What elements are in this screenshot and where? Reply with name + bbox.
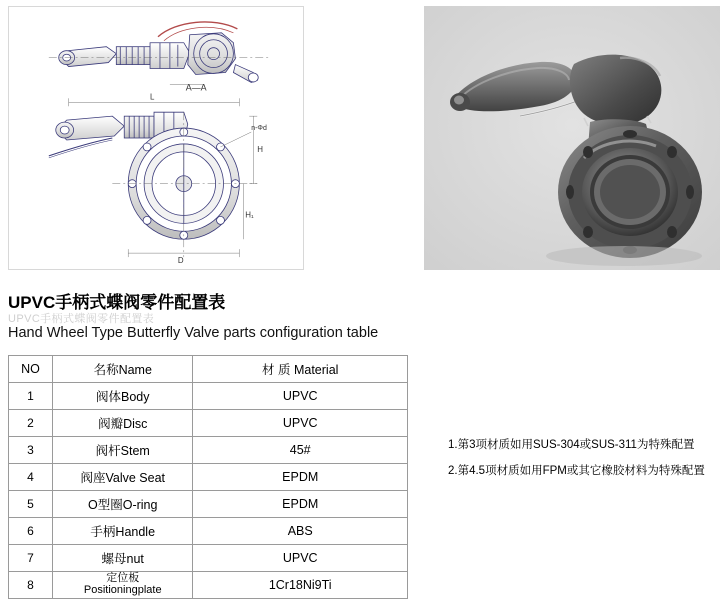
table-row bbox=[9, 545, 408, 572]
page-title-cn-shadow: UPVC手柄式蝶阀零件配置表 bbox=[8, 313, 155, 325]
cell-name: 螺母nut bbox=[53, 545, 193, 572]
cell-material: UPVC bbox=[193, 383, 408, 410]
cell-material: 45# bbox=[193, 437, 408, 464]
product-photo bbox=[424, 6, 720, 270]
table-row bbox=[9, 410, 408, 437]
cell-name: 阀杆Stem bbox=[53, 437, 193, 464]
table-row bbox=[9, 491, 408, 518]
cell-no: 3 bbox=[9, 437, 53, 464]
cell-name-line2: Positioningplate bbox=[83, 584, 162, 596]
table-row bbox=[9, 437, 408, 464]
cell-name: 阀瓣Disc bbox=[53, 410, 193, 437]
cell-material: EPDM bbox=[193, 464, 408, 491]
header-name: 名称Name bbox=[53, 356, 193, 383]
notes-block bbox=[448, 432, 718, 484]
header-no: NO bbox=[9, 356, 53, 383]
product-photo-panel bbox=[424, 6, 720, 270]
cell-name-line1: 定位板 bbox=[106, 572, 140, 585]
svg-text:n-Φd: n-Φd bbox=[251, 125, 267, 133]
cell-material: UPVC bbox=[193, 545, 408, 572]
table-row bbox=[9, 383, 408, 410]
svg-text:D: D bbox=[177, 256, 184, 266]
cell-no: 2 bbox=[9, 410, 53, 437]
page-title-cn: UPVC手柄式蝶阀零件配置表 bbox=[8, 293, 226, 312]
cell-name bbox=[53, 572, 193, 599]
svg-text:H₁: H₁ bbox=[245, 210, 254, 220]
cell-name: 手柄Handle bbox=[53, 518, 193, 545]
cell-no: 6 bbox=[9, 518, 53, 545]
cell-no: 8 bbox=[9, 572, 53, 599]
cell-no: 4 bbox=[9, 464, 53, 491]
table-header-row bbox=[9, 356, 408, 383]
cell-material: ABS bbox=[193, 518, 408, 545]
note-item: 1.第3项材质如用SUS-304或SUS-311为特殊配置 bbox=[448, 439, 695, 451]
table-row bbox=[9, 464, 408, 491]
svg-text:H: H bbox=[257, 144, 263, 154]
table-row bbox=[9, 518, 408, 545]
cell-name: 阀体Body bbox=[53, 383, 193, 410]
cell-material: 1Cr18Ni9Ti bbox=[193, 572, 408, 599]
svg-text:L: L bbox=[150, 92, 155, 102]
page-title-en: Hand Wheel Type Butterfly Valve parts configuration table bbox=[8, 325, 379, 341]
note-item: 2.第4.5项材质如用FPM或其它橡胶材料为特殊配置 bbox=[448, 465, 705, 477]
technical-drawing bbox=[9, 7, 303, 269]
parts-configuration-table bbox=[8, 355, 408, 599]
cell-no: 1 bbox=[9, 383, 53, 410]
header-material: 材 质 Material bbox=[193, 356, 408, 383]
cell-material: UPVC bbox=[193, 410, 408, 437]
cell-name: 阀座Valve Seat bbox=[53, 464, 193, 491]
technical-drawing-panel bbox=[8, 6, 304, 270]
cell-material: EPDM bbox=[193, 491, 408, 518]
cell-no: 7 bbox=[9, 545, 53, 572]
table-row bbox=[9, 572, 408, 599]
cell-no: 5 bbox=[9, 491, 53, 518]
cell-name: O型圈O-ring bbox=[53, 491, 193, 518]
svg-text:A—A: A—A bbox=[185, 82, 207, 93]
